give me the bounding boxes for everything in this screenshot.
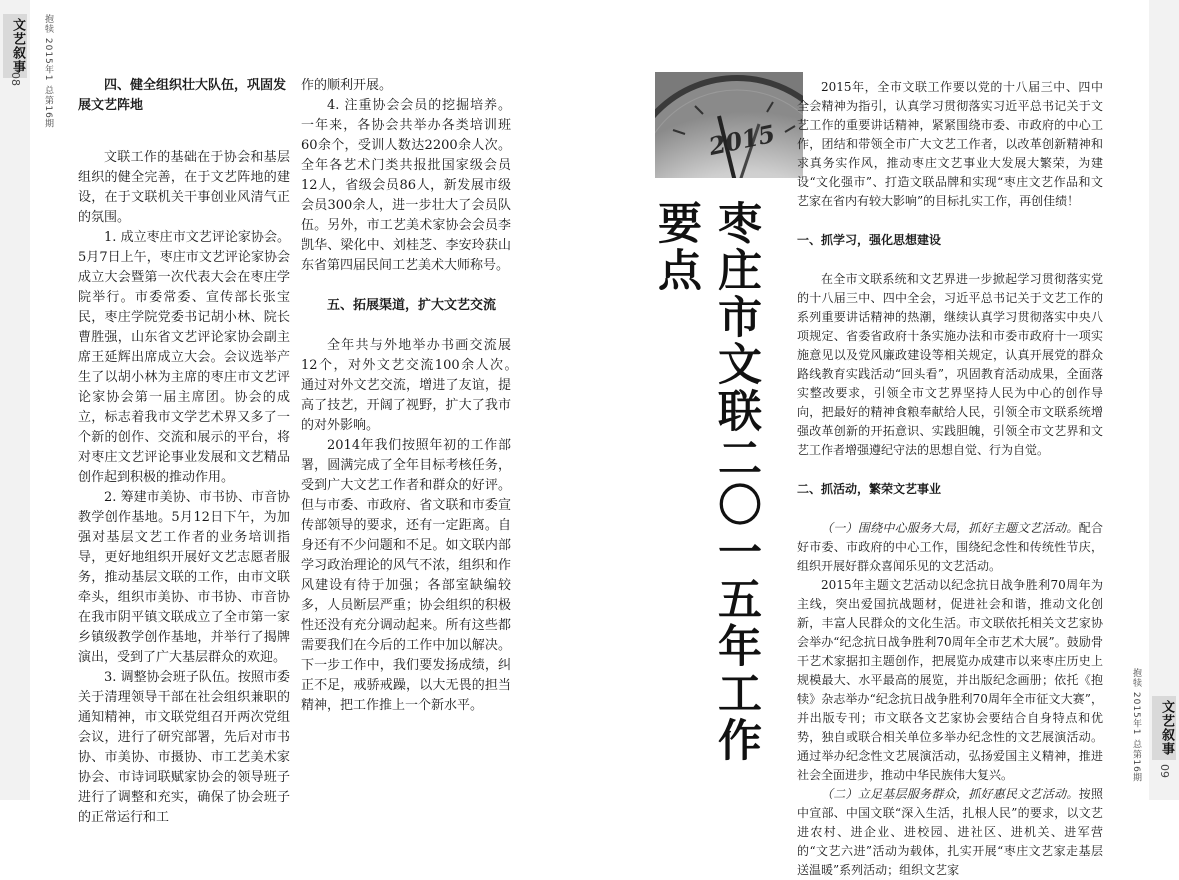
middle-paragraph: 4. 注重协会会员的挖掘培养。一年来，各协会共举办各类培训班60余个，受训人数达2200余人次。全年各艺术门类共报批国家级会员12人，省级会员86人，新发展市级会员300余人，进一步壮大了会员队伍。另外，市工艺美术家协会会员李凯华、梁化中、刘桂芝、李安玲获山东省第四届民间工艺美术大师称号。 bbox=[301, 98, 511, 273]
right-paragraph bbox=[797, 519, 1103, 576]
right-paragraph bbox=[797, 785, 1103, 880]
magazine-tab-right: 文艺叙事 bbox=[1152, 696, 1176, 760]
right-gutter bbox=[1149, 0, 1179, 800]
subsection-lead: （二）立足基层服务群众，抓好惠民文艺活动。 bbox=[821, 787, 1079, 801]
clock-illustration bbox=[655, 72, 803, 178]
section-heading-one: 一、抓学习，强化思想建设 bbox=[797, 233, 942, 247]
left-column bbox=[78, 76, 290, 828]
middle-column bbox=[301, 76, 525, 716]
article-title: 枣庄市文联二〇一五年工作要点 bbox=[650, 200, 761, 764]
middle-paragraph: 全年共与外地举办书画交流展12个，对外文艺交流100余人次。 通过对外文艺交流，增进了友谊，提高了技艺，开阔了视野，扩大了我市的对外影响。 bbox=[301, 338, 525, 433]
right-paragraph: 在全市文联系统和文艺界进一步掀起学习贯彻落实党的十八届三中、四中全会，习近平总书记关于文艺工作的系列重要讲话精神的热潮，继续认真学习贯彻落实中央八项规定、省委省政府十条实施办法和市委市政府十一项实施意见以及党风廉政建设等相关规定，认真开展党的群众路线教育实践活动“回头看”，巩固教育活动成果，全面落实整改要求，引领全市文艺界坚持人民为中心的创作导向，把最好的精神食粮奉献给人民，引领全市文联系统增强改革创新的开拓意识、实践胆魄，引领全市文艺界和文艺工作者增强遵纪守法的思想自觉、行为自觉。 bbox=[797, 272, 1103, 457]
left-paragraph: 3. 调整协会班子队伍。按照市委关于清理领导干部在社会组织兼职的通知精神，市文联党组召开两次党组会议，进行了研究部署，先后对市书协、市美协、市摄协、市工艺美术家协会、市诗词联赋家协会的领导班子进行了调整和充实，确保了协会班子的正常运行和工 bbox=[78, 670, 290, 825]
subsection-lead: （一）围绕中心服务大局，抓好主题文艺活动。 bbox=[821, 521, 1079, 535]
section-heading-four: 四、健全组织壮大队伍，巩固发展文艺阵地 bbox=[78, 78, 287, 113]
right-column bbox=[797, 78, 1103, 880]
subsection-text: 配合好市委、市政府的中心工作，围绕纪念性和传统性节庆，组织开展好群众喜闻乐见的文艺活动。 bbox=[797, 521, 1103, 573]
clock-year-text: 2015 bbox=[706, 118, 778, 162]
folio-left: 抱犊 2015年1 总第16期 bbox=[43, 14, 53, 129]
section-heading-two: 二、抓活动，繁荣文艺事业 bbox=[797, 482, 942, 496]
middle-paragraph: 2014年我们按照年初的工作部署，圆满完成了全年目标考核任务，受到广大文艺工作者和群众的好评。但与市委、市政府、省文联和市委宣传部领导的要求，还有一定距离。自身还有不少问题和不足。如文联内部学习政治理论的风气不浓，组织和作风建设有待于加强；各部室缺编较多，人员断层严重；协会组织的积极性还没有充分调动起来。所有这些都需要我们在今后的工作中加以解决。下一步工作中，我们要发扬成绩，纠正不足，戒骄戒躁，以大无畏的担当精神，把工作推上一个新水平。 bbox=[301, 438, 511, 713]
magazine-tab-left: 文艺叙事 bbox=[3, 14, 27, 78]
subsection-text: 按照中宣部、中国文联“深入生活，扎根人民”的要求，以文艺进农村、进企业、进校园、进社区、进机关、进军营的“文艺六进”活动为载体，扎实开展“枣庄文艺家走基层送温暖”系列活动；组织文艺家 bbox=[797, 787, 1103, 877]
left-paragraph: 文联工作的基础在于协会和基层组织的健全完善，在于文艺阵地的建设，在于文联机关干事创业风清气正的氛围。 bbox=[78, 150, 290, 225]
middle-paragraph: 作的顺利开展。 bbox=[301, 78, 393, 93]
right-paragraph: 2015年主题文艺活动以纪念抗日战争胜利70周年为主线，突出爱国抗战题材，促进社会和谐，推动文化创新，丰富人民群众的文化生活。市文联依托相关文艺家协会举办“纪念抗日战争胜利70周年全市艺术大展”。鼓励骨干艺术家据扣主题创作，把展览办成建市以来枣庄历史上规模最大、水平最高的展览，并出版纪念画册；依托《抱犊》杂志举办“纪念抗日战争胜利70周年全市征文大赛”，并出版专刊；市文联各文艺家协会要结合自身特点和优势，独自或联合相关单位多举办纪念性的文艺展演活动。通过举办纪念性文艺展演活动，弘扬爱国主义精神，推进社会全面进步，推动中华民族伟大复兴。 bbox=[797, 578, 1103, 782]
left-gutter bbox=[0, 0, 30, 800]
page-number-left: 08 bbox=[9, 72, 22, 86]
folio-right: 抱犊 2015年1 总第16期 bbox=[1131, 668, 1141, 783]
page-number-right: 09 bbox=[1158, 764, 1171, 778]
clock-image bbox=[655, 72, 803, 178]
intro-paragraph: 2015年，全市文联工作要以党的十八届三中、四中全会精神为指引，认真学习贯彻落实习近平总书记关于文艺工作的重要讲话精神，紧紧围绕市委、市政府的中心工作，团结和带领全市广大文艺工作者，以改革创新精神和求真务实作风，推动枣庄文艺事业大发展大繁荣，为建设“文化强市”、打造文联品牌和实现“枣庄文艺作品和文艺家在省内有较大影响”的目标扎实工作，再创佳绩！ bbox=[797, 80, 1103, 208]
left-paragraph: 1. 成立枣庄市文艺评论家协会。5月7日上午，枣庄市文艺评论家协会成立大会暨第一次代表大会在枣庄学院举行。市委常委、宣传部长张宝民，枣庄学院党委书记胡小林、院长曹胜强，山东省文艺评论家协会副主席王延辉出席成立大会。会议选举产生了以胡小林为主席的枣庄市文艺评论家协会第一届主席团。协会的成立，标志着我市文学艺术界又多了一个新的创作、交流和展示的平台，将对枣庄文艺评论事业发展和文艺精品创作起到积极的推动作用。 bbox=[78, 230, 290, 485]
section-heading-five: 五、拓展渠道，扩大文艺交流 bbox=[327, 298, 497, 313]
left-paragraph: 2. 筹建市美协、市书协、市音协教学创作基地。5月12日下午，为加强对基层文艺工作者的业务培训指导，更好地组织开展好文艺志愿者服务，推动基层文联的工作，由市文联牵头，组织市美协、市书协、市音协在我市阴平镇文联成立了全市第一家乡镇级教学创作基地，并举行了揭牌演出，受到了广大基层群众的欢迎。 bbox=[78, 490, 290, 665]
